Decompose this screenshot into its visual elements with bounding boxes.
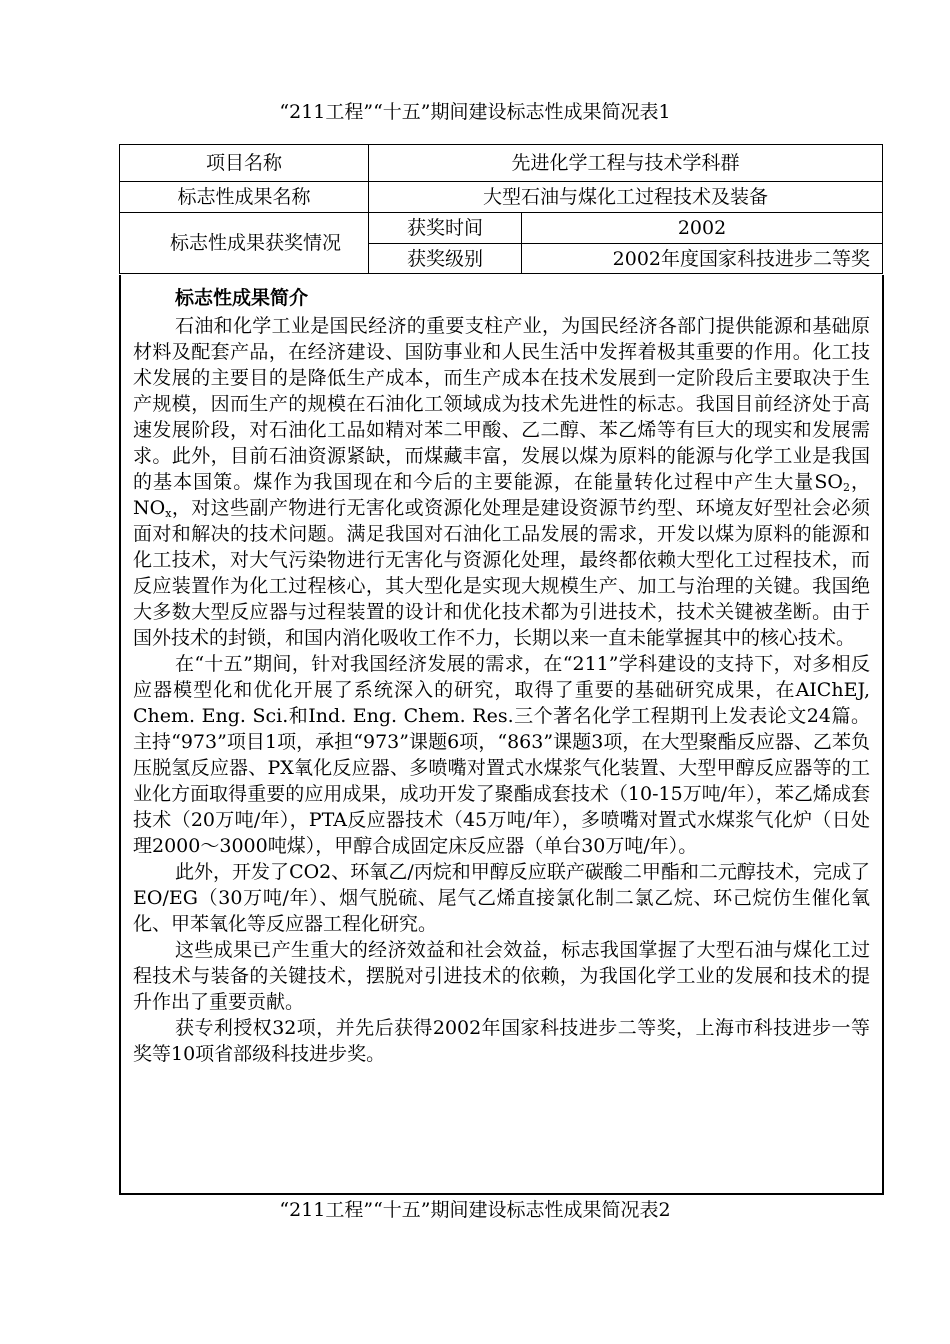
- summary-paragraph-3: 此外，开发了CO2、环氧乙/丙烷和甲醇反应联产碳酸二甲酯和二元醇技术，完成了EO/EG（30万吨/年）、烟气脱硫、尾气乙烯直接氯化制二氯乙烷、环己烷仿生催化氧化、甲苯氧化等反应器工程化研究。: [133, 861, 870, 935]
- paragraph-text: ，对这些副产物进行无害化或资源化处理是建设资源节约型、环境友好型社会必须面对和解决的技术问题。满足我国对石油化工品发展的需求，开发以煤为原料的能源和化工技术，对大气污染物进行无害化与资源化处理，最终都依赖大型化工过程技术，而反应装置作为化工过程核心，其大型化是实现大规模生产、加工与治理的关键。我国绝大多数大型反应器与过程装置的设计和优化技术都为引进技术，技术关键被垄断。由于国外技术的封锁，和国内消化吸收工作不力，长期以来一直未能掌握其中的核心技术。: [133, 497, 870, 649]
- summary-box: [119, 275, 884, 1195]
- project-name-value: 先进化学工程与技术学科群: [369, 145, 883, 182]
- page-title: “211工程”“十五”期间建设标志性成果简况表1: [279, 101, 671, 123]
- summary-paragraph-2: 在“十五”期间，针对我国经济发展的需求，在“211”学科建设的支持下，对多相反应器模型化和优化开展了系统深入的研究，取得了重要的基础研究成果，在AIChEJ, Chem. Eng. Sci.和Ind. Eng. Chem. Res.三个著名化学工程期刊上发表论文24篇。主持“973”项目1项，承担“973”课题6项，“863”课题3项，在大型聚酯反应器、乙苯负压脱氢反应器、PX氧化反应器、多喷嘴对置式水煤浆气化装置、大型甲醇反应器等的工业化方面取得重要的应用成果，成功开发了聚酯成套技术（10-15万吨/年），苯乙烯成套技术（20万吨/年），PTA反应器技术（45万吨/年），多喷嘴对置式水煤浆气化炉（日处理2000～3000吨煤），甲醇合成固定床反应器（单台30万吨/年）。: [133, 653, 870, 857]
- achievement-name-label: 标志性成果名称: [120, 182, 369, 213]
- paragraph-text: 石油和化学工业是国民经济的重要支柱产业，为国民经济各部门提供能源和基础原材料及配套产品，在经济建设、国防事业和人民生活中发挥着极其重要的作用。化工技术发展的主要目的是降低生产成本，而生产成本在技术发展到一定阶段后主要取决于生产规模，因而生产的规模在石油化工领域成为技术先进性的标志。我国目前经济处于高速发展阶段，对石油化工品如精对苯二甲酸、乙二醇、苯乙烯等有巨大的现实和发展需求。此外，目前石油资源紧缺，而煤藏丰富，发展以煤为原料的能源与化学工业是我国的基本国策。煤作为我国现在和今后的主要能源，在能量转化过程中产生大量: [133, 315, 870, 493]
- table-row: [120, 213, 883, 244]
- award-time-label: 获奖时间: [369, 213, 522, 244]
- so2-formula: $SO_2$: [814, 471, 850, 494]
- next-table-title: “211工程”“十五”期间建设标志性成果简况表2: [279, 1199, 671, 1221]
- award-status-label: 标志性成果获奖情况: [120, 213, 369, 274]
- award-time-value: 2002: [522, 213, 883, 244]
- project-info-table: [119, 144, 883, 274]
- project-name-label: 项目名称: [120, 145, 369, 182]
- summary-paragraph-5: 获专利授权32项，并先后获得2002年国家科技进步二等奖，上海市科技进步一等奖等10项省部级科技进步奖。: [133, 1017, 870, 1065]
- nox-formula: $NO_x$: [133, 497, 172, 520]
- summary-paragraph-1: 石油和化学工业是国民经济的重要支柱产业，为国民经济各部门提供能源和基础原材料及配套产品，在经济建设、国防事业和人民生活中发挥着极其重要的作用。化工技术发展的主要目的是降低生产成本，而生产成本在技术发展到一定阶段后主要取决于生产规模，因而生产的规模在石油化工领域成为技术先进性的标志。我国目前经济处于高速发展阶段，对石油化工品如精对苯二甲酸、乙二醇、苯乙烯等有巨大的现实和发展需求。此外，目前石油资源紧缺，而煤藏丰富，发展以煤为原料的能源与化学工业是我国的基本国策。煤作为我国现在和今后的主要能源，在能量转化过程中产生大量$SO_2$，$NO_x$，对这些副产物进行无害化或资源化处理是建设资源节约型、环境友好型社会必须面对和解决的技术问题。满足我国对石油化工品发展的需求，开发以煤为原料的能源和化工技术，对大气污染物进行无害化与资源化处理，最终都依赖大型化工过程技术，而反应装置作为化工过程核心，其大型化是实现大规模生产、加工与治理的关键。我国绝大多数大型反应器与过程装置的设计和优化技术都为引进技术，技术关键被垄断。由于国外技术的封锁，和国内消化吸收工作不力，长期以来一直未能掌握其中的核心技术。: [133, 315, 870, 649]
- table-row: [120, 145, 883, 182]
- award-level-value: 2002年度国家科技进步二等奖: [522, 244, 883, 274]
- summary-paragraph-4: 这些成果已产生重大的经济效益和社会效益，标志我国掌握了大型石油与煤化工过程技术与装备的关键技术，摆脱对引进技术的依赖，为我国化学工业的发展和技术的提升作出了重要贡献。: [133, 939, 870, 1013]
- achievement-name-value: 大型石油与煤化工过程技术及装备: [369, 182, 883, 213]
- award-level-label: 获奖级别: [369, 244, 522, 274]
- summary-title: 标志性成果简介: [175, 287, 309, 309]
- table-row: [120, 182, 883, 213]
